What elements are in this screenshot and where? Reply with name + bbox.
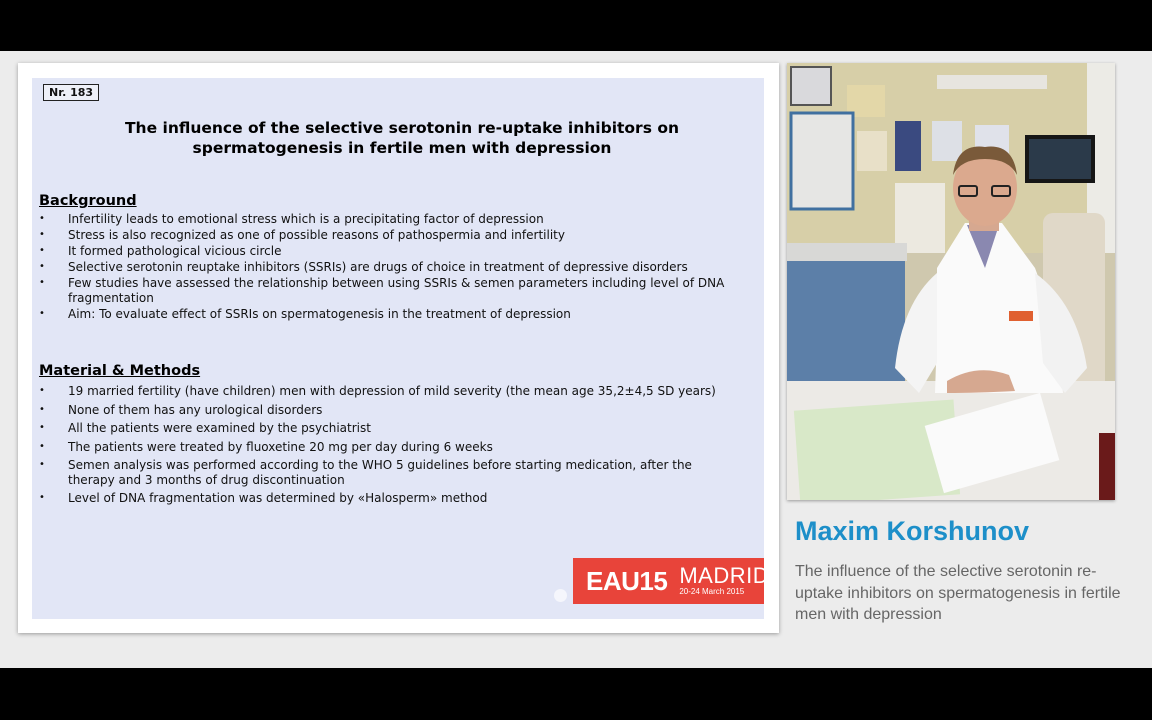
slide (32, 78, 770, 619)
list-item: • It formed pathological vicious circle (39, 244, 739, 259)
list-item: • Stress is also recognized as one of possible reasons of pathospermia and infertility (39, 228, 739, 243)
list-item: • Selective serotonin reuptake inhibitors (SSRIs) are drugs of choice in treatment of depressive disorders (39, 260, 739, 275)
background-list (39, 212, 739, 323)
slide-title-line1: The influence of the selective serotonin re-uptake inhibitors on (124, 119, 680, 137)
speaker-photo (787, 63, 1115, 500)
list-item: • None of them has any urological disorders (39, 403, 739, 418)
poster-number: Nr. 183 (43, 84, 99, 101)
logo-city: MADRID (679, 563, 770, 588)
slide-nav-dot[interactable] (554, 589, 567, 602)
slide-title-line2: spermatogenesis in fertile men with depression (192, 139, 612, 157)
logo-right (679, 565, 769, 597)
methods-list (39, 384, 739, 510)
slide-title (52, 118, 752, 158)
logo-eau-text: EAU15 (586, 565, 668, 596)
background-heading: Background (39, 193, 137, 209)
eau15-logo (573, 558, 770, 604)
list-item: • Semen analysis was performed according to the WHO 5 guidelines before starting medication, after the therapy and 3 months of drug discontinuation (39, 458, 739, 487)
talk-title: The influence of the selective serotonin re-uptake inhibitors on spermatogenesis in fertile men with depression (795, 563, 1121, 623)
list-item: • 19 married fertility (have children) men with depression of mild severity (the mean age 35,2±4,5 SD years) (39, 384, 739, 399)
list-item: • Aim: To evaluate effect of SSRIs on spermatogenesis in the treatment of depression (39, 307, 739, 322)
list-item: • Few studies have assessed the relationship between using SSRIs & semen parameters including level of DNA fragmentation (39, 276, 739, 305)
list-item: • Level of DNA fragmentation was determined by «Halosperm» method (39, 491, 739, 506)
speaker-name: Maxim Korshunov (795, 516, 1030, 546)
methods-heading: Material & Methods (39, 363, 201, 379)
video-stage (0, 51, 1152, 668)
list-item: • The patients were treated by fluoxetine 20 mg per day during 6 weeks (39, 440, 739, 455)
list-item: • Infertility leads to emotional stress which is a precipitating factor of depression (39, 212, 739, 227)
slide-panel (18, 63, 779, 633)
list-item: • All the patients were examined by the psychiatrist (39, 421, 739, 436)
logo-dates: 20-24 March 2015 (679, 587, 745, 596)
speaker-photo-illustration (787, 63, 1115, 500)
